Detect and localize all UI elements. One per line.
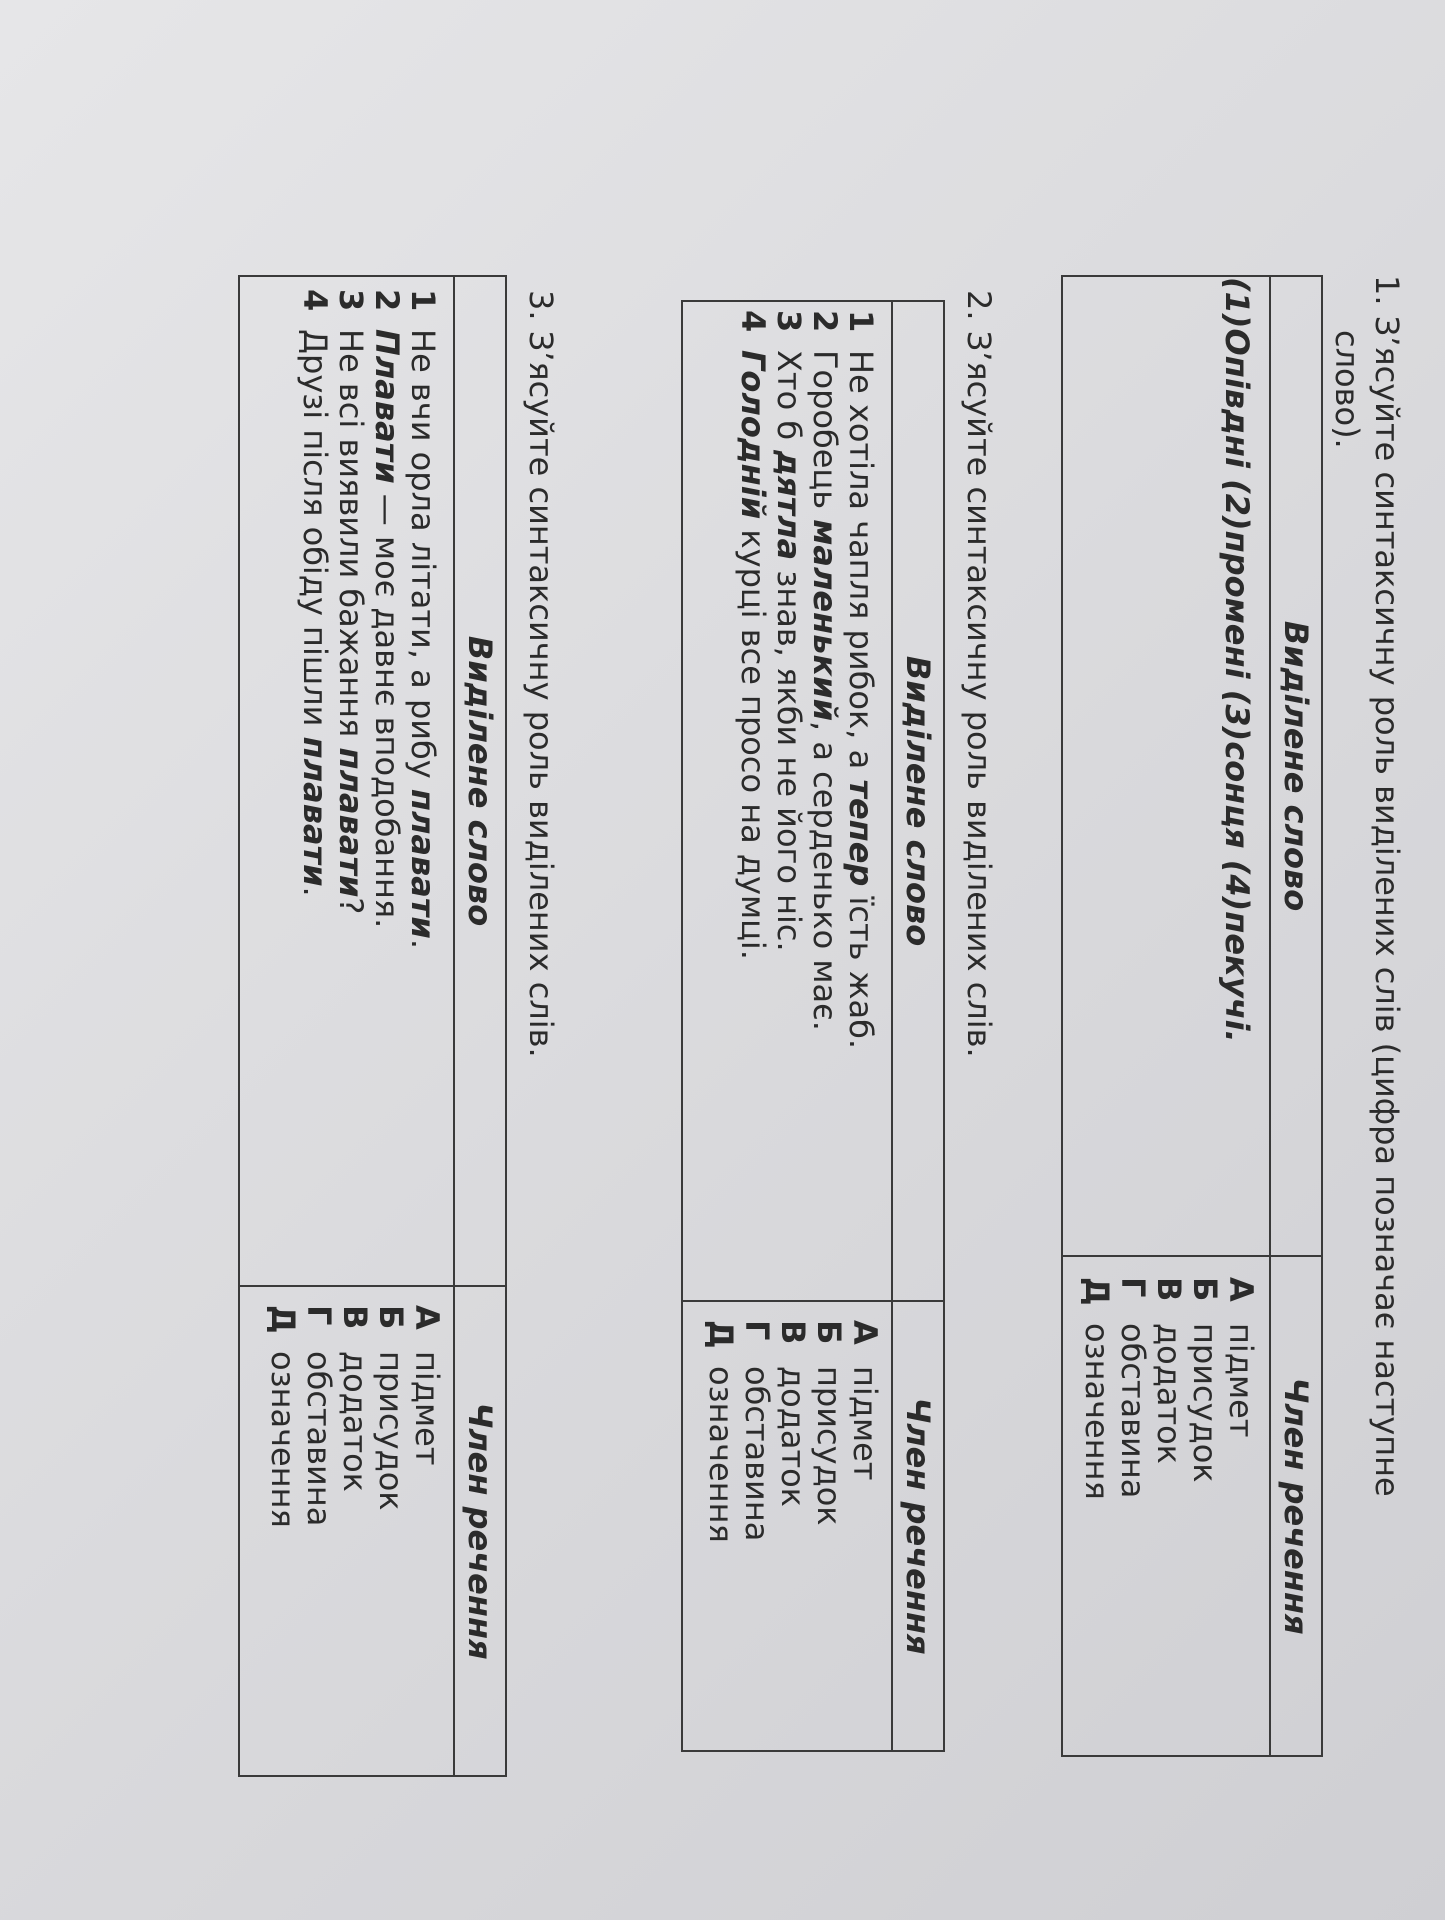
sentence-fragment: Не хотіла чапля рибок, а [842, 350, 880, 780]
sentence-fragment: Горобець [806, 350, 844, 520]
task1-heading: 1. З’ясуйте синтаксичну роль виділених слів (цифра позначає наступне [1368, 275, 1406, 1497]
sentence-number: 2 [806, 310, 844, 333]
sentence-text [843, 350, 879, 1049]
option-letter: Б [1186, 1277, 1224, 1302]
sentence-row [297, 289, 333, 1285]
answer-option [265, 1305, 301, 1775]
option-text: додаток [1150, 1323, 1188, 1464]
sentence-fragment: Не всі виявили бажання [332, 329, 370, 748]
option-text: додаток [774, 1366, 812, 1507]
option-letter: В [1150, 1277, 1188, 1302]
task2-col-role: Член речення [892, 1301, 944, 1751]
highlighted-word: дятла [770, 450, 808, 561]
sentence-fragment: Хто б [770, 350, 808, 451]
sentence-row [333, 289, 369, 1285]
sentence-text [405, 329, 441, 949]
option-letter: А [1222, 1277, 1260, 1302]
task1-options [1079, 1277, 1259, 1755]
sentence-fragment: Друзі після обіду пішли [296, 329, 334, 737]
option-text: означення [702, 1366, 740, 1543]
sentence-fragment: Не вчи орла літати, а рибу [404, 329, 442, 789]
sentence-row [735, 310, 771, 1300]
highlighted-word: плавати [296, 736, 334, 887]
highlighted-word: плавати [332, 747, 370, 898]
task1-col-word: Виділене слово [1270, 276, 1322, 1256]
sentence-fragment: курці все просо на думці. [734, 519, 772, 960]
sentence-number: 2 [368, 289, 406, 312]
sentence-text [333, 329, 369, 914]
sentence-row [843, 310, 879, 1300]
option-letter: Г [300, 1305, 338, 1326]
sentence-fragment: їсть жаб. [842, 886, 880, 1050]
sentence-number: 4 [734, 310, 772, 333]
task2-col-word: Виділене слово [892, 301, 944, 1301]
sentence-text [735, 350, 771, 960]
highlighted-word: Голодній [734, 350, 772, 520]
task1-table [1061, 275, 1323, 1757]
sentence-text [771, 350, 807, 952]
sentence-row [369, 289, 405, 1285]
option-text: присудок [1186, 1323, 1224, 1483]
sentence-fragment: — моє давнє вподобання. [368, 483, 406, 929]
option-text: підмет [846, 1366, 884, 1481]
option-letter: Д [1078, 1277, 1116, 1306]
option-letter: Д [702, 1320, 740, 1349]
answer-option [1115, 1277, 1151, 1755]
option-text: обставина [738, 1366, 776, 1542]
answer-option [301, 1305, 337, 1775]
option-text: підмет [1222, 1323, 1260, 1438]
highlighted-word: плавати [404, 788, 442, 939]
option-letter: А [846, 1320, 884, 1345]
task2-options [703, 1320, 883, 1750]
highlighted-word: тепер [842, 779, 880, 887]
task3-col-word: Виділене слово [454, 276, 506, 1286]
option-text: присудок [810, 1366, 848, 1526]
sentence-fragment: , а серденько має. [806, 721, 844, 1031]
task3-sentences [297, 289, 441, 1285]
sentence-number: 3 [332, 289, 370, 312]
answer-option [1223, 1277, 1259, 1755]
option-letter: Б [372, 1305, 410, 1330]
sentence-row [807, 310, 843, 1300]
sentence-row [405, 289, 441, 1285]
task3-heading: 3. З’ясуйте синтаксичну роль виділених слів. [522, 290, 560, 1058]
answer-option [1079, 1277, 1115, 1755]
sentence-fragment: . [404, 938, 442, 950]
answer-option [847, 1320, 883, 1750]
sentence-fragment: ? [332, 897, 370, 915]
option-letter: А [408, 1305, 446, 1330]
sentence-number: 1 [842, 310, 880, 333]
task3-options [265, 1305, 445, 1775]
option-letter: В [336, 1305, 374, 1330]
option-letter: В [774, 1320, 812, 1345]
answer-option [373, 1305, 409, 1775]
option-text: присудок [372, 1351, 410, 1511]
highlighted-word: маленький [806, 519, 844, 722]
option-text: означення [1078, 1323, 1116, 1500]
sentence-fragment: . [296, 886, 334, 897]
highlighted-word: Плавати [368, 329, 406, 484]
sentence-text [369, 329, 405, 928]
option-text: означення [264, 1351, 302, 1528]
task1-sentence-list [1219, 277, 1255, 1255]
sentence-row [771, 310, 807, 1300]
task3-col-role: Член речення [454, 1286, 506, 1776]
task2-sentences [735, 310, 879, 1300]
task2-heading: 2. З’ясуйте синтаксичну роль виділених слів. [960, 290, 998, 1058]
answer-option [1151, 1277, 1187, 1755]
task1-heading-cont: слово). [1328, 330, 1366, 449]
option-text: обставина [1114, 1323, 1152, 1499]
option-text: підмет [408, 1351, 446, 1466]
option-text: додаток [336, 1351, 374, 1492]
answer-option [337, 1305, 373, 1775]
sentence-fragment: знав, якби не його ніс. [770, 560, 808, 952]
sentence-number: 3 [770, 310, 808, 333]
option-letter: Г [738, 1320, 776, 1341]
option-letter: Г [1114, 1277, 1152, 1298]
highlighted-sentence: (1)Опівдні (2)промені (3)сонця (4)пекучі. [1218, 277, 1256, 1043]
task2-table [681, 300, 945, 1752]
option-letter: Б [810, 1320, 848, 1345]
task3-table [238, 275, 507, 1777]
sentence-text [297, 329, 333, 897]
answer-option [775, 1320, 811, 1750]
answer-option [1187, 1277, 1223, 1755]
answer-option [703, 1320, 739, 1750]
task1-col-role: Член речення [1270, 1256, 1322, 1756]
option-letter: Д [264, 1305, 302, 1334]
sentence-number: 1 [404, 289, 442, 312]
sentence-text [807, 350, 843, 1031]
sentence-number: 4 [296, 289, 334, 312]
answer-option [739, 1320, 775, 1750]
answer-option [811, 1320, 847, 1750]
answer-option [409, 1305, 445, 1775]
option-text: обставина [300, 1351, 338, 1527]
